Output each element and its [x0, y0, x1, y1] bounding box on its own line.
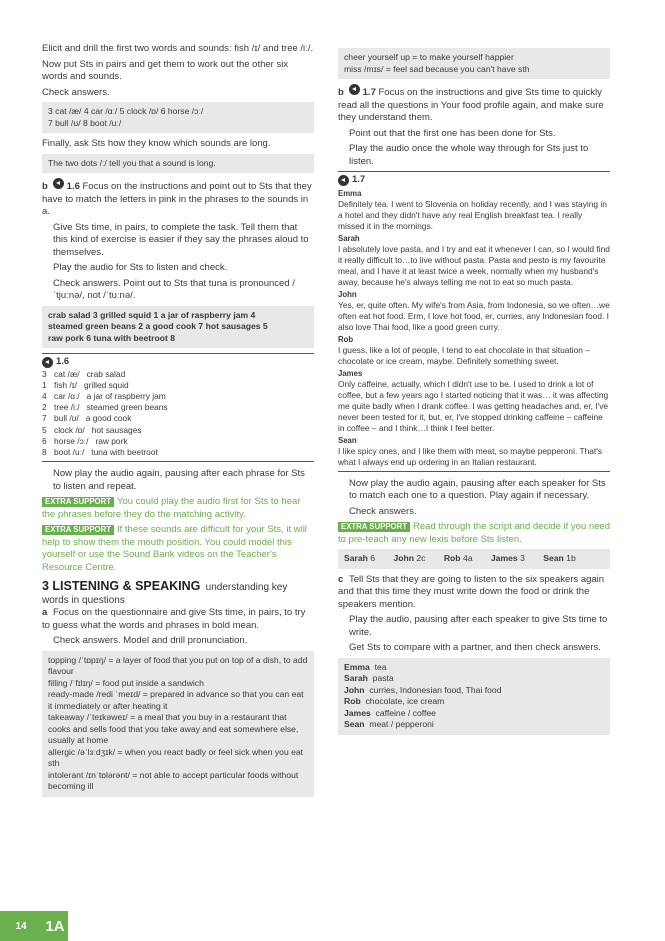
answer-item: Sean 1b: [543, 553, 576, 563]
audio-script: [338, 189, 610, 468]
step-b-text: Focus on the instructions and point out to Sts that they have to match the letters in pink in the phrases to the sounds in a.: [42, 181, 312, 217]
left-column: [42, 43, 314, 802]
section-heading: [42, 580, 314, 607]
answer-item: James 3: [490, 553, 525, 563]
answer-item: John curries, Indonesian food, Thai food: [344, 684, 502, 695]
vocab-box: [42, 651, 314, 797]
list-item: 7 bull /ʊ/ a good cook: [42, 413, 132, 424]
long-sounds-text: Finally, ask Sts how they know which sounds are long.: [42, 138, 271, 149]
list-item: 8 boot /uː/ tuna with beetroot: [42, 446, 158, 457]
audio-icon: [42, 357, 53, 368]
para: Check answers. Model and drill pronunciation.: [53, 635, 248, 647]
step-a-text: Focus on the questionnaire and give Sts time, in pairs, to try to guess what the words and phrases in bold mean.: [42, 607, 306, 631]
answer-item: Sarah pasta: [344, 673, 394, 683]
answer-item: Sarah 6: [344, 553, 376, 563]
step-letter: b: [42, 181, 48, 192]
extra-support-2: EXTRA SUPPORT If these sounds are difficult for your Sts, it will help to show them the mouth position. You could model this yourself or use the Sound Bank videos on the Teacher's Resource Centre.: [42, 524, 307, 573]
note-box: The two dots /ː/ tell you that a sound is long.: [42, 154, 314, 174]
audio-number: 1.7: [352, 174, 366, 185]
step-a: [42, 607, 314, 632]
para: Get Sts to compare with a partner, and then check answers.: [349, 642, 601, 653]
intro-2: Now put Sts in pairs and get them to work out the other six words and sounds.: [42, 58, 289, 82]
audio-script-heading: [42, 356, 314, 369]
page-footer: [0, 911, 665, 941]
vocab-item: intolerant /ɪnˈtɒlərənt/ = not able to accept particular foods without becoming ill: [48, 769, 299, 792]
step-c: [338, 574, 610, 612]
audio-icon: [349, 84, 360, 95]
para: Play the audio for Sts to listen and check.: [53, 262, 228, 273]
para: Point out that the first one has been done for Sts.: [349, 127, 556, 139]
audio-icon: [53, 178, 64, 189]
audio-icon: [338, 175, 349, 186]
answer-line: 3 cat /æ/ 4 car /ɑː/ 5 clock /ɒ/ 6 horse /ɔː/: [48, 106, 204, 116]
vocab-item: cheer yourself up = to make yourself happier: [344, 52, 514, 62]
section-title: 3 LISTENING & SPEAKING: [42, 579, 201, 594]
page-number: 14: [0, 911, 42, 941]
vocab-item: topping /ˈtɒpɪŋ/ = a layer of food that you put on top of a dish, to add flavour: [48, 654, 308, 677]
answer-item: Sean meat / pepperoni: [344, 719, 434, 729]
step-b: [338, 84, 610, 125]
step-letter: c: [338, 573, 344, 585]
audio-list: [42, 369, 314, 459]
answer-line: 7 bull /ʊ/ 8 boot /uː/: [48, 117, 122, 128]
speaker-text: I like spicy ones, and I like them with meat, so maybe pepperoni. That's what I always end up ordering in an Italian restaurant.: [338, 445, 602, 467]
step-letter: b: [338, 87, 344, 98]
speaker-text: I guess, like a lot of people, I tend to eat chocolate in that situation – chocolate or ice cream, maybe. Definitely something sweet.: [338, 344, 590, 366]
speaker-name: James: [338, 368, 363, 378]
intro-3: Check answers.: [42, 86, 110, 98]
answer-item: James caffeine / coffee: [344, 707, 436, 718]
answer-line: crab salad 3 grilled squid 1 a jar of raspberry jam 4: [48, 309, 256, 320]
vocab-item: allergic /əˈlɜːdʒɪk/ = when you react badly or feel sick when you eat sth: [48, 746, 304, 769]
speaker-name: Rob: [338, 334, 354, 344]
list-item: 2 tree /iː/ steamed green beans: [42, 402, 168, 413]
para: Check answers. Point out to Sts that tuna is pronounced /ˈtjuːnə/, not /ˈtuːnə/.: [53, 277, 295, 301]
section-subtitle: understanding key words in questions: [42, 582, 288, 606]
divider: [42, 461, 314, 462]
speaker-text: Definitely tea. I went to Slovenia on holiday recently, and I was staying in a hotel and they didn't have any real English breakfast tea. I really missed it in the mornings.: [338, 198, 607, 231]
check-text: Check answers.: [349, 505, 417, 517]
extra-support-tag: EXTRA SUPPORT: [42, 525, 114, 535]
speaker-text: Yes, er, quite often. My wife's from Asia, from Indonesia, so we often…we often eat hot food. Erm, I love hot food, er, curries, any Indonesian food. I also love Thai food, like a good green curry.: [338, 299, 610, 332]
answer-box-phrases: [42, 306, 314, 349]
extra-support-tag: EXTRA SUPPORT: [42, 497, 114, 507]
answer-box-sounds: [42, 102, 314, 133]
extra-support-tag: EXTRA SUPPORT: [338, 522, 410, 532]
answer-item: Emma tea: [344, 661, 387, 672]
intro-1: Elicit and drill the first two words and sounds: fish /ɪ/ and tree /iː/.: [42, 43, 314, 54]
list-item: 3 cat /æ/ crab salad: [42, 368, 126, 379]
list-item: 1 fish /ɪ/ grilled squid: [42, 379, 129, 390]
list-item: 4 car /ɑː/ a jar of raspberry jam: [42, 390, 166, 401]
para: Play the audio, pausing after each speaker to give Sts time to write.: [349, 614, 608, 638]
answer-item: Rob 4a: [443, 553, 473, 563]
audio-script-heading: [338, 174, 610, 187]
repeat-text: Now play the audio again, pausing after each phrase for Sts to listen and repeat.: [53, 468, 305, 492]
speaker-name: Emma: [338, 188, 362, 198]
answer-box-speakers: [338, 549, 610, 569]
vocab-item: filling /ˈfɪlɪŋ/ = food put inside a sandwich: [48, 677, 204, 688]
vocab-box-cont: [338, 48, 610, 79]
list-item: 6 horse /ɔː/ raw pork: [42, 435, 128, 446]
step-b: [42, 178, 314, 219]
answer-line: steamed green beans 2 a good cook 7 hot sausages 5: [48, 321, 268, 331]
vocab-item: ready-made /redi ˈmeɪd/ = prepared in advance so that you can eat it immediately or after heating it: [48, 689, 304, 711]
extra-support: EXTRA SUPPORT Read through the script and decide if you need to pre-teach any new lexis before Sts listen.: [338, 521, 610, 545]
para: Give Sts time, in pairs, to complete the task. Tell them that this kind of exercise is easier if they say the phrases aloud to themselves.: [53, 221, 309, 258]
speaker-name: Sarah: [338, 233, 360, 243]
divider: [42, 353, 314, 354]
audio-number: 1.7: [362, 87, 376, 98]
answer-box-food: [338, 658, 610, 735]
speaker-text: I absolutely love pasta, and I try and eat it whenever I can, so I would find it really difficult to…to live without pasta. Pasta and pesto is my favourite meal, and I have it at least twice a week, normally when my husband's away, because he's always telling me not to eat so much pasta.: [338, 243, 610, 287]
unit-label: 1A: [42, 911, 68, 941]
right-column: [338, 48, 610, 740]
extra-support-1: EXTRA SUPPORT You could play the audio first for Sts to hear the phrases before they do the matching activity.: [42, 496, 301, 520]
answer-line: raw pork 6 tuna with beetroot 8: [48, 332, 176, 343]
step-c-text: Tell Sts that they are going to listen to the six speakers again and that this time they must write down the food or drink the speakers mention.: [338, 573, 605, 610]
list-item: 5 clock /ɒ/ hot sausages: [42, 424, 142, 435]
speaker-name: Sean: [338, 435, 357, 445]
divider: [338, 471, 610, 472]
answer-item: Rob chocolate, ice cream: [344, 696, 445, 706]
answer-item: John 2c: [393, 553, 426, 563]
audio-number: 1.6: [66, 181, 80, 192]
para: Play the audio once the whole way through for Sts just to listen.: [349, 143, 589, 167]
vocab-item: takeaway /ˈteɪkəweɪ/ = a meal that you buy in a restaurant that cooks and sells food that you take away and eat somewhere else, usually at home: [48, 712, 299, 746]
step-b-text: Focus on the instructions and give Sts time to quickly read all the questions in Your food profile again, and make sure they understand them.: [338, 87, 604, 123]
match-text: Now play the audio again, pausing after each speaker for Sts to match each one to a question. Play again if necessary.: [349, 477, 606, 501]
speaker-name: John: [338, 289, 357, 299]
speaker-text: Only caffeine, actually, which I didn't use to be. I used to drink a lot of coffee, but a few years ago I started noticing that it was… it was affecting me quite badly when I drank coffee. I was getting headaches and, er, I've never been tested for it, but, er, I've stopped drinking caffeine – caffeine in coffee – and I think…I think I feel better.: [338, 378, 609, 433]
step-letter: a: [42, 607, 48, 619]
audio-number: 1.6: [56, 356, 70, 367]
divider: [338, 171, 610, 172]
vocab-item: miss /mɪs/ = feel sad because you can't have sth: [344, 63, 530, 74]
